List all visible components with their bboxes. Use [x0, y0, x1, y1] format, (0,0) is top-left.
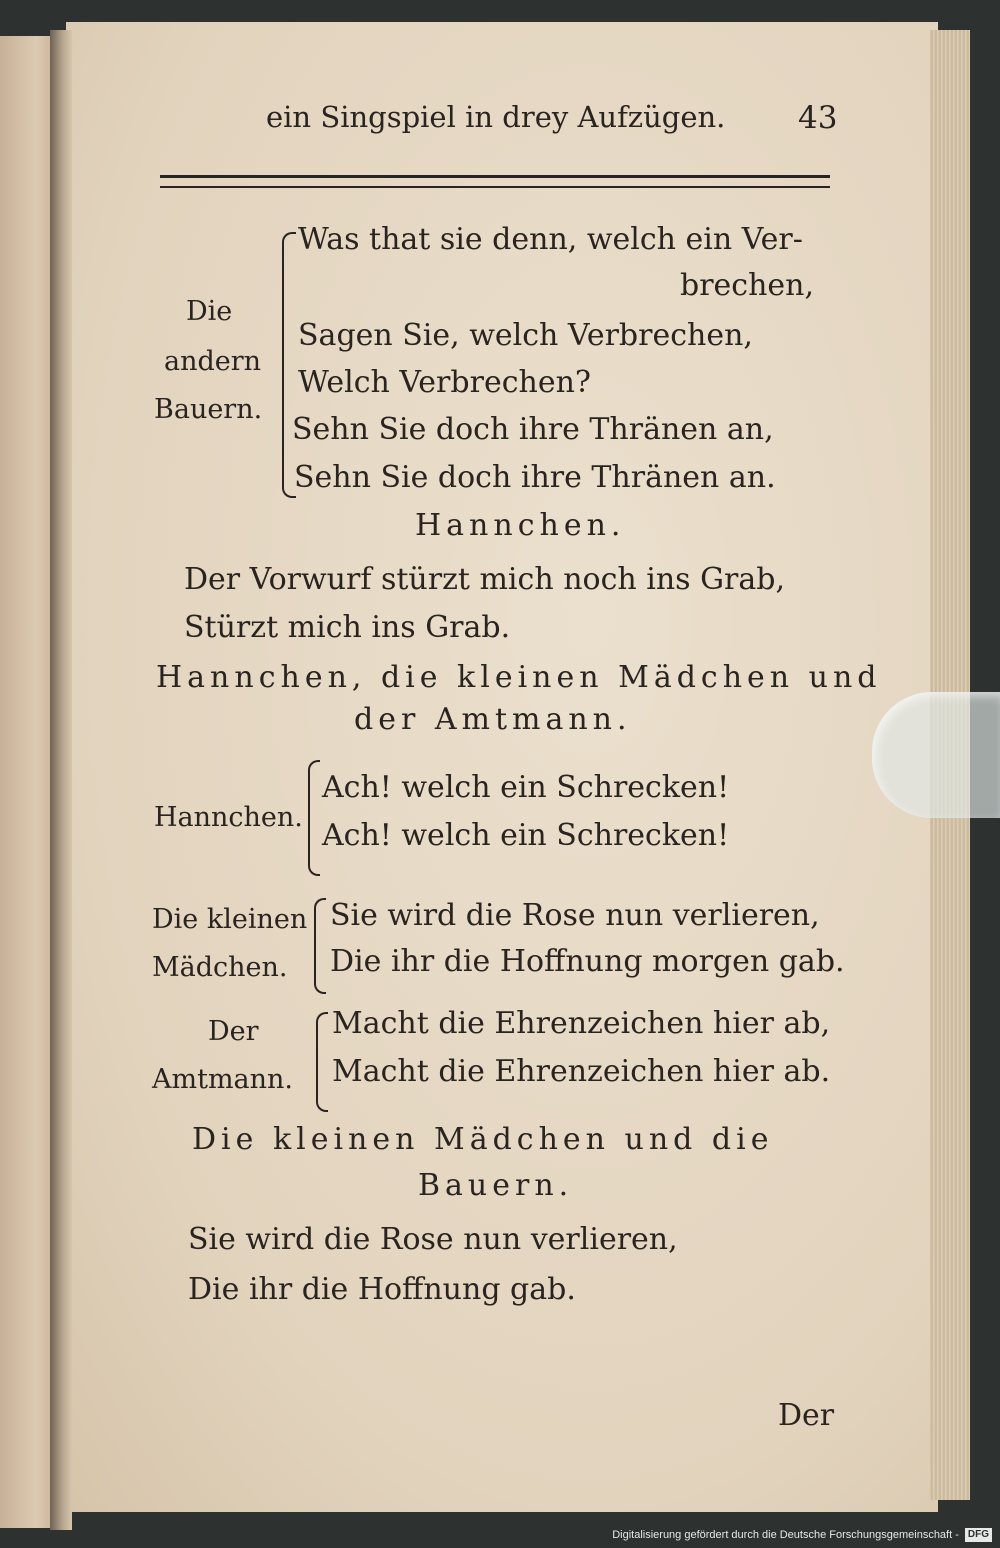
speaker-label: Der — [208, 1016, 259, 1047]
verse-line: Was that sie denn, welch ein Ver- — [298, 222, 803, 257]
catchword: Der — [778, 1398, 835, 1433]
speaker-heading: Die kleinen Mädchen und die — [192, 1122, 774, 1157]
running-head: ein Singspiel in drey Aufzügen. — [266, 100, 726, 134]
verse-line: Ach! welch ein Schrecken! — [322, 770, 730, 805]
verse-line: brechen, — [680, 268, 815, 303]
verse-line: Welch Verbrechen? — [298, 365, 591, 400]
verse-line: Der Vorwurf stürzt mich noch ins Grab, — [184, 562, 786, 597]
verse-line: Ach! welch ein Schrecken! — [322, 818, 730, 853]
speaker-label: Hannchen. — [154, 802, 303, 833]
verse-line: Sagen Sie, welch Verbrechen, — [298, 318, 753, 353]
speaker-label: Bauern. — [154, 394, 263, 425]
speaker-heading: Hannchen. — [415, 508, 626, 543]
header-rule — [160, 175, 830, 188]
verse-line: Sie wird die Rose nun verlieren, — [330, 898, 820, 933]
verse-line: Sehn Sie doch ihre Thränen an. — [294, 460, 776, 495]
verse-line: Die ihr die Hoffnung morgen gab. — [330, 944, 845, 979]
speaker-heading: der Amtmann. — [354, 702, 632, 737]
speaker-label: Die — [186, 296, 233, 327]
dfg-logo: DFG — [965, 1528, 992, 1542]
credit-text: Digitalisierung gefördert durch die Deutsche Forschungsgemeinschaft - — [612, 1529, 959, 1541]
speaker-brace — [282, 232, 296, 498]
verse-line: Macht die Ehrenzeichen hier ab. — [332, 1054, 831, 1089]
book-gutter — [50, 30, 72, 1530]
speaker-brace — [308, 760, 320, 876]
speaker-heading: Hannchen, die kleinen Mädchen und — [156, 660, 882, 695]
digitization-credit — [612, 1526, 992, 1544]
verse-line: Stürzt mich ins Grab. — [184, 610, 511, 645]
page-number: 43 — [798, 100, 838, 136]
verse-line: Macht die Ehrenzeichen hier ab, — [332, 1006, 831, 1041]
speaker-brace — [314, 898, 326, 994]
previous-page-edge — [0, 36, 52, 1528]
speaker-label: andern — [164, 346, 262, 377]
speaker-label: Die kleinen — [152, 904, 308, 935]
verse-line: Sie wird die Rose nun verlieren, — [188, 1222, 678, 1257]
speaker-brace — [316, 1012, 328, 1112]
page-clip — [872, 692, 1000, 818]
verse-line: Die ihr die Hoffnung gab. — [188, 1272, 576, 1307]
speaker-label: Amtmann. — [152, 1064, 294, 1095]
speaker-heading: Bauern. — [418, 1168, 574, 1203]
speaker-label: Mädchen. — [152, 952, 288, 983]
verse-line: Sehn Sie doch ihre Thränen an, — [292, 412, 774, 447]
